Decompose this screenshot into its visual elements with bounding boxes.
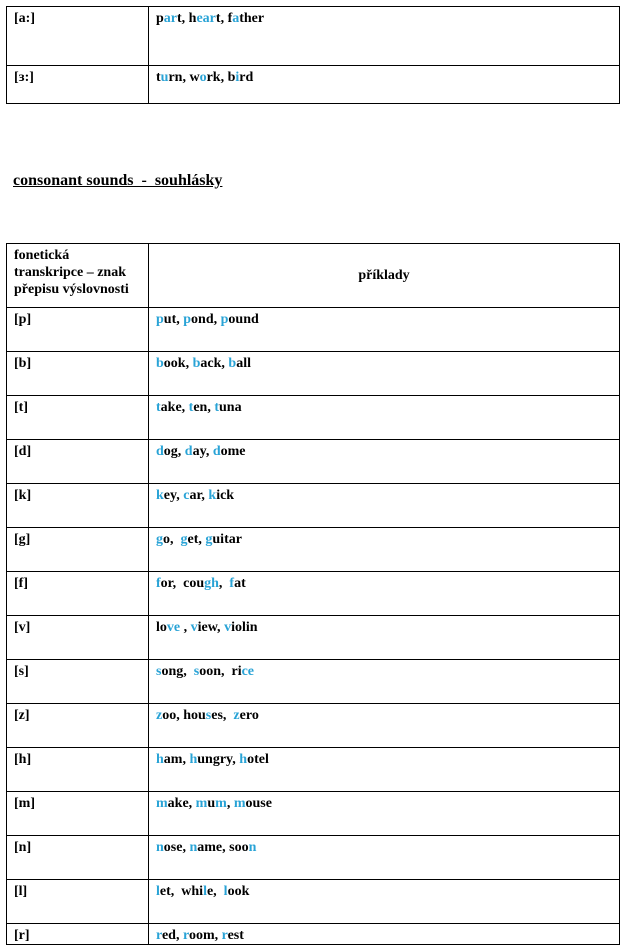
highlighted-letters: p <box>183 312 192 327</box>
example-text: ong, <box>161 664 194 679</box>
example-text: , <box>218 576 230 591</box>
example-text: ay, <box>192 444 213 459</box>
highlighted-letters: r <box>221 928 228 943</box>
table-header-row <box>7 244 620 308</box>
symbol-cell: [m] <box>7 792 149 836</box>
symbol-cell: [d] <box>7 440 149 484</box>
example-cell <box>149 66 620 104</box>
example-text: , <box>226 796 234 811</box>
example-cell <box>149 352 620 396</box>
symbol-cell: [k] <box>7 484 149 528</box>
highlighted-letters: f <box>229 576 235 591</box>
table-row <box>7 484 620 528</box>
highlighted-letters: v <box>224 620 232 635</box>
example-text: oo, hou <box>162 708 206 723</box>
table-row <box>7 308 620 352</box>
highlighted-letters: ar <box>163 11 178 26</box>
table-row <box>7 748 620 792</box>
example-text: ungry, <box>197 752 240 767</box>
example-cell <box>149 396 620 440</box>
example-text: t, f <box>215 11 233 26</box>
example-text: ake, <box>160 400 189 415</box>
table-row <box>7 572 620 616</box>
highlighted-letters: t <box>156 400 161 415</box>
table-row <box>7 352 620 396</box>
example-text: ack, <box>200 356 229 371</box>
example-text: t, h <box>177 11 197 26</box>
symbol-cell: [r] <box>7 924 149 945</box>
table-row <box>7 440 620 484</box>
example-text: ake, <box>167 796 196 811</box>
highlighted-letters: s <box>205 708 212 723</box>
example-cell <box>149 7 620 66</box>
highlighted-letters: n <box>156 840 164 855</box>
table-row <box>7 660 620 704</box>
highlighted-letters: t <box>188 400 194 415</box>
symbol-cell: [v] <box>7 616 149 660</box>
example-text: o, <box>163 532 181 547</box>
highlighted-letters: b <box>156 356 164 371</box>
example-text: ick <box>216 488 235 503</box>
example-text: or, cou <box>160 576 205 591</box>
example-text: at <box>234 576 246 591</box>
highlighted-letters: h <box>189 752 198 767</box>
example-text: ond, <box>191 312 221 327</box>
example-text: u <box>207 796 216 811</box>
examples-header: příklady <box>149 244 620 308</box>
example-text: una <box>219 400 242 415</box>
example-cell <box>149 792 620 836</box>
example-text: ouse <box>245 796 272 811</box>
highlighted-letters: p <box>220 312 229 327</box>
example-text: p <box>156 11 164 26</box>
example-cell <box>149 924 620 945</box>
example-cell <box>149 440 620 484</box>
example-text: et, <box>187 532 206 547</box>
section-heading: consonant sounds - souhlásky <box>13 172 223 189</box>
table-row <box>7 7 620 66</box>
example-text: ut, <box>163 312 184 327</box>
symbol-cell: [f] <box>7 572 149 616</box>
example-cell <box>149 704 620 748</box>
table-row <box>7 616 620 660</box>
example-text: all <box>236 356 251 371</box>
example-text: oom, <box>188 928 222 943</box>
example-text: es, <box>211 708 234 723</box>
example-text: ed, <box>161 928 183 943</box>
example-text: iew, <box>197 620 225 635</box>
example-text: ook, <box>163 356 193 371</box>
example-cell <box>149 616 620 660</box>
highlighted-letters: h <box>239 752 248 767</box>
highlighted-letters: ve <box>166 620 181 635</box>
highlighted-letters: i <box>235 70 240 85</box>
example-cell <box>149 528 620 572</box>
highlighted-letters: n <box>189 840 198 855</box>
highlighted-letters: p <box>156 312 164 327</box>
symbol-cell: [t] <box>7 396 149 440</box>
example-text: ook <box>227 884 250 899</box>
example-text: ey, <box>163 488 184 503</box>
example-text: rk, b <box>206 70 236 85</box>
highlighted-letters: u <box>160 70 169 85</box>
example-text: est <box>227 928 244 943</box>
table-row <box>7 704 620 748</box>
symbol-cell: [h] <box>7 748 149 792</box>
highlighted-letters: k <box>208 488 217 503</box>
symbol-cell: [b] <box>7 352 149 396</box>
highlighted-letters: o <box>199 70 207 85</box>
highlighted-letters: n <box>248 840 257 855</box>
highlighted-letters: k <box>156 488 164 503</box>
consonant-table <box>6 243 620 945</box>
example-text: t <box>156 70 161 85</box>
highlighted-letters: f <box>156 576 161 591</box>
example-cell <box>149 836 620 880</box>
highlighted-letters: ear <box>196 11 216 26</box>
example-text: otel <box>247 752 269 767</box>
symbol-cell: [ɜ:] <box>7 66 149 104</box>
example-cell <box>149 308 620 352</box>
example-text: am, <box>163 752 190 767</box>
highlighted-letters: l <box>223 884 228 899</box>
example-cell <box>149 660 620 704</box>
example-text: , <box>180 620 191 635</box>
highlighted-letters: m <box>156 796 168 811</box>
example-cell <box>149 748 620 792</box>
symbol-cell: [g] <box>7 528 149 572</box>
example-cell <box>149 572 620 616</box>
highlighted-letters: b <box>228 356 237 371</box>
example-text: ose, <box>163 840 190 855</box>
example-text: rn, w <box>168 70 200 85</box>
example-text: og, <box>163 444 185 459</box>
highlighted-letters: a <box>232 11 240 26</box>
table-row <box>7 836 620 880</box>
symbol-cell: [p] <box>7 308 149 352</box>
table-row <box>7 880 620 924</box>
example-text: ound <box>228 312 259 327</box>
highlighted-letters: t <box>214 400 220 415</box>
highlighted-letters: c <box>183 488 190 503</box>
example-cell <box>149 484 620 528</box>
example-text: et, whi <box>159 884 204 899</box>
symbol-cell: [l] <box>7 880 149 924</box>
table-row <box>7 528 620 572</box>
example-text: rd <box>239 70 254 85</box>
highlighted-letters: l <box>156 884 160 899</box>
highlighted-letters: r <box>156 928 162 943</box>
highlighted-letters: z <box>156 708 163 723</box>
highlighted-letters: gh <box>204 576 219 591</box>
table-row <box>7 924 620 945</box>
symbol-cell: [s] <box>7 660 149 704</box>
example-text: lo <box>156 620 167 635</box>
highlighted-letters: m <box>195 796 208 811</box>
example-text: ther <box>239 11 265 26</box>
table-row <box>7 66 620 104</box>
symbol-cell: [n] <box>7 836 149 880</box>
example-text: e, <box>206 884 224 899</box>
highlighted-letters: g <box>156 532 163 547</box>
example-text: ero <box>239 708 259 723</box>
transcription-header: fonetická transkripce – znak přepisu výslovnosti <box>7 244 149 308</box>
example-text: iolin <box>231 620 258 635</box>
highlighted-letters: m <box>215 796 227 811</box>
highlighted-letters: s <box>193 664 200 679</box>
table-row <box>7 792 620 836</box>
highlighted-letters: ce <box>241 664 255 679</box>
example-text: ar, <box>189 488 209 503</box>
example-text: en, <box>193 400 215 415</box>
highlighted-letters: m <box>233 796 246 811</box>
highlighted-letters: g <box>205 532 213 547</box>
highlighted-letters: s <box>156 664 162 679</box>
highlighted-letters: b <box>192 356 201 371</box>
highlighted-letters: r <box>182 928 189 943</box>
symbol-cell: [a:] <box>7 7 149 66</box>
example-cell <box>149 880 620 924</box>
example-text: uitar <box>212 532 242 547</box>
highlighted-letters: d <box>156 444 164 459</box>
highlighted-letters: z <box>233 708 240 723</box>
example-text: ome <box>220 444 246 459</box>
highlighted-letters: g <box>180 532 188 547</box>
example-text: oon, ri <box>199 664 242 679</box>
table-row <box>7 396 620 440</box>
highlighted-letters: h <box>156 752 164 767</box>
highlighted-letters: d <box>184 444 193 459</box>
highlighted-letters: l <box>203 884 207 899</box>
vowel-table-continued <box>6 6 620 104</box>
highlighted-letters: v <box>190 620 198 635</box>
example-text: ame, soo <box>197 840 249 855</box>
symbol-cell: [z] <box>7 704 149 748</box>
highlighted-letters: d <box>212 444 221 459</box>
